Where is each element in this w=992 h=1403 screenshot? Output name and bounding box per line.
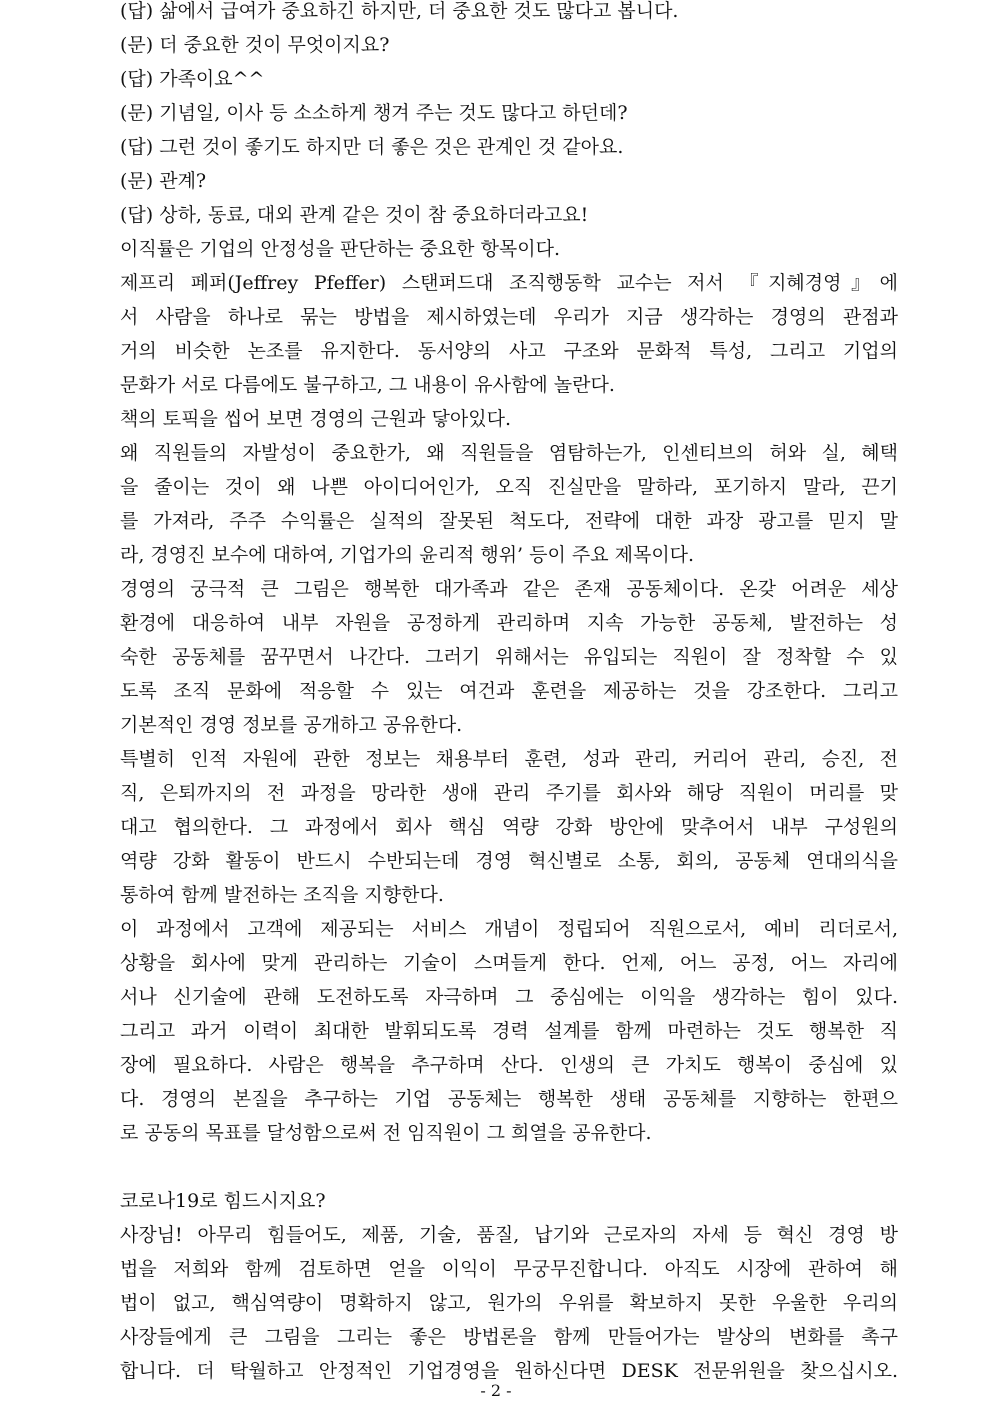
text-line: 라, 경영진 보수에 대하여, 기업가의 윤리적 행위’ 등이 주요 제목이다. (120, 544, 695, 566)
text-line: 서나 신기술에 관해 도전하도록 자극하며 그 중심에는 이익을 생각하는 힘이 있다. (120, 986, 898, 1008)
text-line: 직, 은퇴까지의 전 과정을 망라한 생애 관리 주기를 회사와 해당 직원이 머리를 맞 (120, 782, 898, 804)
text-line: 법이 없고, 핵심역량이 명확하지 않고, 원가의 우위를 확보하지 못한 우울한 우리의 (120, 1292, 898, 1314)
text-line: (문) 관계? (120, 170, 207, 192)
text-line: 다. 경영의 본질을 추구하는 기업 공동체는 행복한 생태 공동체를 지향하는 한편으 (120, 1088, 898, 1110)
text-line: 이 과정에서 고객에 제공되는 서비스 개념이 정립되어 직원으로서, 예비 리더로서, (120, 918, 898, 940)
document-body (120, 0, 898, 1388)
text-line: 환경에 대응하여 내부 자원을 공정하게 관리하며 지속 가능한 공동체, 발전하는 성 (120, 612, 898, 634)
text-line: 를 가져라, 주주 수익률은 실적의 잘못된 척도다, 전략에 대한 과장 광고를 믿지 말 (120, 510, 898, 532)
text-line: (답) 그런 것이 좋기도 하지만 더 좋은 것은 관계인 것 같아요. (120, 136, 624, 158)
page-number: - 2 - (480, 1381, 512, 1400)
text-line: 로 공동의 목표를 달성함으로써 전 임직원이 그 희열을 공유한다. (120, 1122, 652, 1144)
text-line: 숙한 공동체를 꿈꾸면서 나간다. 그러기 위해서는 유입되는 직원이 잘 정착할 수 있 (120, 646, 898, 668)
text-line: 제프리 페퍼(Jeffrey Pfeffer) 스탠퍼드대 조직행동학 교수는 저서 『지혜경영』에 (120, 272, 898, 294)
text-line: 사장들에게 큰 그림을 그리는 좋은 방법론을 함께 만들어가는 발상의 변화를 촉구 (120, 1326, 898, 1348)
text-line: 문화가 서로 다름에도 불구하고, 그 내용이 유사함에 놀란다. (120, 374, 615, 396)
text-line: 역량 강화 활동이 반드시 수반되는데 경영 혁신별로 소통, 회의, 공동체 연대의식을 (120, 850, 898, 872)
text-line: 합니다. 더 탁월하고 안정적인 기업경영을 원하신다면 DESK 전문위원을 찾으십시오. (120, 1360, 898, 1382)
text-line: (답) 삶에서 급여가 중요하긴 하지만, 더 중요한 것도 많다고 봅니다. (120, 0, 679, 22)
text-line: 경영의 궁극적 큰 그림은 행복한 대가족과 같은 존재 공동체이다. 온갖 어려운 세상 (120, 578, 898, 600)
text-line: (문) 기념일, 이사 등 소소하게 챙겨 주는 것도 많다고 하던데? (120, 102, 628, 124)
text-line: 왜 직원들의 자발성이 중요한가, 왜 직원들을 염탐하는가, 인센티브의 허와 실, 혜택 (120, 442, 898, 464)
text-line: 상황을 회사에 맞게 관리하는 기술이 스며들게 한다. 언제, 어느 공정, 어느 자리에 (120, 952, 898, 974)
text-line: (답) 상하, 동료, 대외 관계 같은 것이 참 중요하더라고요! (120, 204, 589, 226)
text-line: (답) 가족이요^^ (120, 68, 265, 90)
text-line: 대고 협의한다. 그 과정에서 회사 핵심 역량 강화 방안에 맞추어서 내부 구성원의 (120, 816, 898, 838)
text-line: 그리고 과거 이력이 최대한 발휘되도록 경력 설계를 함께 마련하는 것도 행복한 직 (120, 1020, 898, 1042)
text-line: 도록 조직 문화에 적응할 수 있는 여건과 훈련을 제공하는 것을 강조한다. 그리고 (120, 680, 898, 702)
text-line: 거의 비슷한 논조를 유지한다. 동서양의 사고 구조와 문화적 특성, 그리고 기업의 (120, 340, 898, 362)
text-line: (문) 더 중요한 것이 무엇이지요? (120, 34, 390, 56)
text-line: 이직률은 기업의 안정성을 판단하는 중요한 항목이다. (120, 238, 561, 260)
text-line: 통하여 함께 발전하는 조직을 지향한다. (120, 884, 444, 906)
blank-line (120, 1150, 898, 1184)
text-line: 서 사람을 하나로 묶는 방법을 제시하였는데 우리가 지금 생각하는 경영의 관점과 (120, 306, 898, 328)
text-line: 코로나19로 힘드시지요? (120, 1190, 326, 1212)
text-line: 특별히 인적 자원에 관한 정보는 채용부터 훈련, 성과 관리, 커리어 관리, 승진, 전 (120, 748, 898, 770)
text-line: 책의 토픽을 씹어 보면 경영의 근원과 닿아있다. (120, 408, 512, 430)
text-line: 법을 저희와 함께 검토하면 얻을 이익이 무궁무진합니다. 아직도 시장에 관하여 해 (120, 1258, 898, 1280)
text-line: 기본적인 경영 정보를 공개하고 공유한다. (120, 714, 463, 736)
text-line: 장에 필요하다. 사람은 행복을 추구하며 산다. 인생의 큰 가치도 행복이 중심에 있 (120, 1054, 898, 1076)
text-line: 을 줄이는 것이 왜 나쁜 아이디어인가, 오직 진실만을 말하라, 포기하지 말라, 끈기 (120, 476, 898, 498)
text-line: 사장님! 아무리 힘들어도, 제품, 기술, 품질, 납기와 근로자의 자세 등 혁신 경영 방 (120, 1224, 898, 1246)
